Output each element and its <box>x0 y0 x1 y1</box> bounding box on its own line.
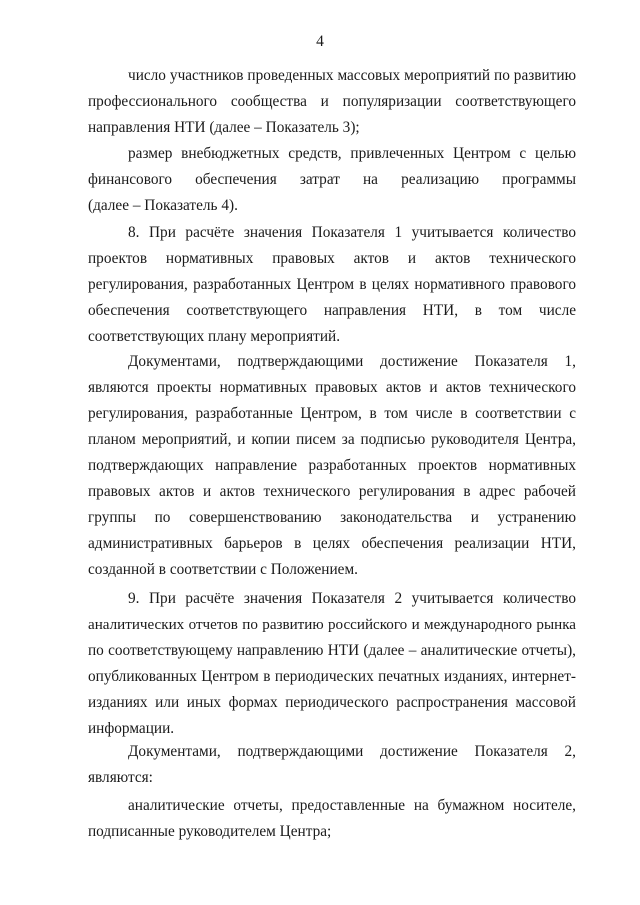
paragraph-indicator-4 <box>88 141 576 219</box>
text-line: являются: <box>88 769 153 786</box>
text-line: подтверждающих направление разработанных проектов нормативных <box>88 457 576 474</box>
text-line: проектов нормативных правовых актов и актов технического <box>88 250 576 267</box>
text-line: созданной в соответствии с Положением. <box>88 561 358 578</box>
text-line: регулирования, разработанные Центром, в том числе в соответствии с <box>88 405 576 422</box>
text-line: 9. При расчёте значения Показателя 2 учитывается количество <box>128 590 576 607</box>
text-line: обеспечения соответствующего направления НТИ, в том числе <box>88 302 576 319</box>
text-line: регулирования, разработанных Центром в целях нормативного правового <box>88 276 576 293</box>
text-line: изданиях или иных формах периодического распространения массовой <box>88 694 576 711</box>
paragraph-analytical-reports <box>88 793 576 845</box>
paragraph-documents-indicator-2 <box>88 739 576 791</box>
text-line: соответствующих плану мероприятий. <box>88 328 341 345</box>
text-line: Документами, подтверждающими достижение Показателя 1, <box>128 353 576 370</box>
text-line: финансового обеспечения затрат на реализацию программы <box>88 171 576 188</box>
text-line: число участников проведенных массовых мероприятий по развитию <box>128 67 576 84</box>
text-line: по соответствующему направлению НТИ (далее – аналитические отчеты), <box>88 642 576 659</box>
text-line: информации. <box>88 720 175 737</box>
text-line: аналитические отчеты, предоставленные на бумажном носителе, <box>128 797 576 814</box>
text-line: направления НТИ (далее – Показатель 3); <box>88 119 360 136</box>
paragraph-item-9 <box>88 586 576 742</box>
text-line: административных барьеров в целях обеспечения реализации НТИ, <box>88 535 576 552</box>
paragraph-item-8 <box>88 220 576 350</box>
text-line: размер внебюджетных средств, привлеченных Центром с целью <box>128 145 576 162</box>
page-number: 4 <box>316 33 324 50</box>
text-line: планом мероприятий, и копии писем за подписью руководителя Центра, <box>88 431 576 448</box>
text-line: профессионального сообщества и популяризации соответствующего <box>88 93 576 110</box>
text-line: (далее – Показатель 4). <box>88 197 238 214</box>
text-line: правовых актов и актов технического регулирования в адрес рабочей <box>88 483 576 500</box>
text-line: опубликованных Центром в периодических печатных изданиях, интернет- <box>88 668 576 685</box>
text-line: аналитических отчетов по развитию российского и международного рынка <box>88 617 576 633</box>
text-line: 8. При расчёте значения Показателя 1 учитывается количество <box>128 224 576 241</box>
text-line: Документами, подтверждающими достижение Показателя 2, <box>128 743 576 760</box>
text-line: группы по совершенствованию законодательства и устранению <box>88 509 576 526</box>
paragraph-indicator-3 <box>88 63 576 141</box>
text-line: подписанные руководителем Центра; <box>88 823 332 840</box>
text-line: являются проекты нормативных правовых актов и актов технического <box>88 379 576 396</box>
paragraph-documents-indicator-1 <box>88 349 576 583</box>
